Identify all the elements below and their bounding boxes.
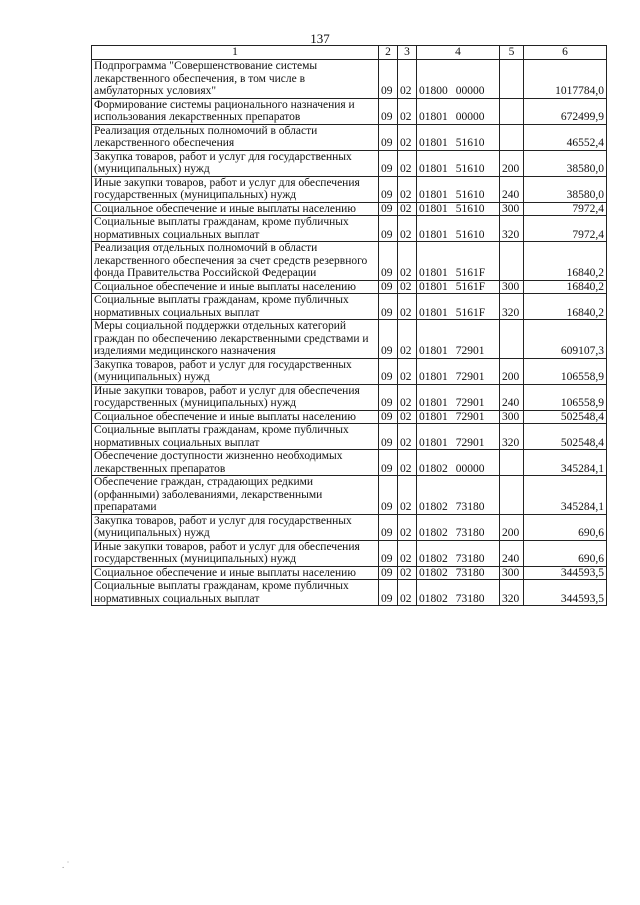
row-subsection: 02 [398, 60, 417, 99]
row-description: Социальные выплаты гражданам, кроме публичных нормативных социальных выплат [92, 580, 379, 606]
table-body [92, 60, 607, 606]
row-target-article [417, 580, 500, 606]
row-target-article [417, 216, 500, 242]
row-program-code: 01801 [419, 189, 448, 201]
row-subsection: 02 [398, 424, 417, 450]
row-subsection: 02 [398, 98, 417, 124]
row-section: 09 [379, 242, 398, 281]
row-amount: 690,6 [524, 540, 607, 566]
row-subsection: 02 [398, 202, 417, 216]
row-expense-type: 320 [500, 216, 524, 242]
row-direction-code: 72901 [455, 345, 485, 357]
row-amount: 38580,0 [524, 150, 607, 176]
table-row [92, 176, 607, 202]
row-program-code: 01801 [419, 228, 448, 241]
row-program-code: 01801 [419, 267, 448, 279]
row-amount: 7972,4 [524, 202, 607, 216]
row-description: Обеспечение доступности жизненно необходимых лекарственных препаратов [92, 450, 379, 476]
header-col-3: 3 [398, 46, 417, 60]
row-subsection: 02 [398, 150, 417, 176]
row-expense-type [500, 60, 524, 99]
row-section: 09 [379, 580, 398, 606]
row-target-article [417, 60, 500, 99]
row-target-article [417, 242, 500, 281]
header-col-1: 1 [92, 46, 379, 60]
row-amount: 345284,1 [524, 450, 607, 476]
row-program-code: 01802 [419, 527, 448, 539]
row-direction-code: 51610 [455, 202, 485, 215]
row-expense-type: 200 [500, 358, 524, 384]
row-program-code: 01801 [419, 137, 448, 149]
header-col-6: 6 [524, 46, 607, 60]
row-expense-type: 300 [500, 566, 524, 580]
row-section: 09 [379, 98, 398, 124]
row-subsection: 02 [398, 514, 417, 540]
row-subsection: 02 [398, 280, 417, 294]
row-amount: 1017784,0 [524, 60, 607, 99]
table-row [92, 358, 607, 384]
row-section: 09 [379, 476, 398, 515]
row-description: Социальные выплаты гражданам, кроме публичных нормативных социальных выплат [92, 216, 379, 242]
row-target-article [417, 358, 500, 384]
row-direction-code: 73180 [455, 566, 485, 579]
row-section: 09 [379, 294, 398, 320]
row-amount: 502548,4 [524, 424, 607, 450]
row-section: 09 [379, 124, 398, 150]
row-subsection: 02 [398, 384, 417, 410]
row-section: 09 [379, 450, 398, 476]
row-program-code: 01801 [419, 163, 448, 175]
row-amount: 16840,2 [524, 242, 607, 281]
row-program-code: 01802 [419, 592, 448, 605]
table-row [92, 320, 607, 359]
row-expense-type: 240 [500, 176, 524, 202]
table-row [92, 384, 607, 410]
row-section: 09 [379, 384, 398, 410]
table-row [92, 280, 607, 294]
row-direction-code: 72901 [455, 371, 485, 383]
row-target-article [417, 280, 500, 294]
row-description: Социальные выплаты гражданам, кроме публичных нормативных социальных выплат [92, 424, 379, 450]
row-section: 09 [379, 176, 398, 202]
row-section: 09 [379, 150, 398, 176]
row-target-article [417, 124, 500, 150]
row-section: 09 [379, 424, 398, 450]
row-description: Подпрограмма "Совершенствование системы лекарственного обеспечения, в том числе в амбулаторных условиях" [92, 60, 379, 99]
row-description: Формирование системы рационального назначения и использования лекарственных препаратов [92, 98, 379, 124]
row-program-code: 01801 [419, 306, 448, 319]
row-amount: 16840,2 [524, 280, 607, 294]
row-amount: 609107,3 [524, 320, 607, 359]
row-expense-type [500, 124, 524, 150]
row-expense-type: 200 [500, 150, 524, 176]
row-target-article [417, 410, 500, 424]
row-subsection: 02 [398, 410, 417, 424]
row-target-article [417, 566, 500, 580]
row-expense-type [500, 476, 524, 515]
row-description: Социальное обеспечение и иные выплаты населению [92, 410, 379, 424]
row-amount: 344593,5 [524, 580, 607, 606]
row-direction-code: 5161F [455, 306, 486, 319]
table-row [92, 540, 607, 566]
table-row [92, 124, 607, 150]
row-target-article [417, 150, 500, 176]
row-direction-code: 73180 [455, 501, 485, 513]
row-direction-code: 73180 [455, 527, 485, 539]
row-target-article [417, 384, 500, 410]
row-expense-type: 320 [500, 580, 524, 606]
row-description: Социальные выплаты гражданам, кроме публичных нормативных социальных выплат [92, 294, 379, 320]
row-description: Иные закупки товаров, работ и услуг для обеспечения государственных (муниципальных) нужд [92, 176, 379, 202]
row-program-code: 01802 [419, 553, 448, 565]
row-direction-code: 5161F [455, 267, 486, 279]
row-description: Реализация отдельных полномочий в области лекарственного обеспечения [92, 124, 379, 150]
table-row [92, 294, 607, 320]
row-program-code: 01802 [419, 566, 448, 579]
row-target-article [417, 424, 500, 450]
row-target-article [417, 514, 500, 540]
row-subsection: 02 [398, 450, 417, 476]
row-section: 09 [379, 514, 398, 540]
table-row [92, 580, 607, 606]
table-row [92, 60, 607, 99]
row-expense-type [500, 320, 524, 359]
row-description: Обеспечение граждан, страдающих редкими (орфанными) заболеваниями, лекарственными препаратами [92, 476, 379, 515]
row-target-article [417, 98, 500, 124]
row-section: 09 [379, 60, 398, 99]
table-row [92, 242, 607, 281]
row-direction-code: 5161F [455, 280, 486, 293]
row-direction-code: 51610 [455, 228, 485, 241]
row-description: Закупка товаров, работ и услуг для государственных (муниципальных) нужд [92, 150, 379, 176]
row-expense-type: 240 [500, 540, 524, 566]
row-subsection: 02 [398, 320, 417, 359]
row-direction-code: 73180 [455, 592, 485, 605]
row-amount: 7972,4 [524, 216, 607, 242]
page-number: 137 [310, 31, 330, 46]
table-row [92, 450, 607, 476]
table-row [92, 566, 607, 580]
table-row [92, 410, 607, 424]
row-program-code: 01800 [419, 85, 448, 97]
row-expense-type: 300 [500, 280, 524, 294]
row-program-code: 01801 [419, 345, 448, 357]
row-expense-type: 240 [500, 384, 524, 410]
row-target-article [417, 540, 500, 566]
row-target-article [417, 202, 500, 216]
row-program-code: 01801 [419, 410, 448, 423]
row-subsection: 02 [398, 476, 417, 515]
row-direction-code: 51610 [455, 137, 485, 149]
table-row [92, 98, 607, 124]
scan-artifact: . ˙ [62, 860, 70, 870]
row-section: 09 [379, 202, 398, 216]
row-target-article [417, 476, 500, 515]
row-program-code: 01801 [419, 436, 448, 449]
budget-table [91, 45, 607, 606]
table-row [92, 150, 607, 176]
row-target-article [417, 320, 500, 359]
row-section: 09 [379, 410, 398, 424]
row-description: Реализация отдельных полномочий в области лекарственного обеспечения за счет средств резервного фонда Правительства Российской Федерации [92, 242, 379, 281]
row-section: 09 [379, 216, 398, 242]
row-subsection: 02 [398, 358, 417, 384]
row-direction-code: 51610 [455, 189, 485, 201]
row-target-article [417, 294, 500, 320]
header-col-2: 2 [379, 46, 398, 60]
row-amount: 345284,1 [524, 476, 607, 515]
row-program-code: 01801 [419, 202, 448, 215]
row-amount: 344593,5 [524, 566, 607, 580]
row-amount: 690,6 [524, 514, 607, 540]
row-subsection: 02 [398, 176, 417, 202]
row-amount: 106558,9 [524, 358, 607, 384]
row-direction-code: 73180 [455, 553, 485, 565]
table-row [92, 424, 607, 450]
header-col-4: 4 [417, 46, 500, 60]
row-section: 09 [379, 320, 398, 359]
row-subsection: 02 [398, 294, 417, 320]
row-expense-type: 300 [500, 410, 524, 424]
table-row [92, 514, 607, 540]
row-program-code: 01801 [419, 111, 448, 123]
row-description: Меры социальной поддержки отдельных категорий граждан по обеспечению лекарственными средствами и изделиями медицинского назначения [92, 320, 379, 359]
row-target-article [417, 450, 500, 476]
row-description: Закупка товаров, работ и услуг для государственных (муниципальных) нужд [92, 358, 379, 384]
table-row [92, 216, 607, 242]
row-expense-type [500, 98, 524, 124]
row-program-code: 01801 [419, 397, 448, 409]
row-program-code: 01802 [419, 462, 448, 475]
row-description: Иные закупки товаров, работ и услуг для обеспечения государственных (муниципальных) нужд [92, 384, 379, 410]
row-description: Закупка товаров, работ и услуг для государственных (муниципальных) нужд [92, 514, 379, 540]
row-section: 09 [379, 280, 398, 294]
row-expense-type [500, 450, 524, 476]
row-section: 09 [379, 358, 398, 384]
row-expense-type: 200 [500, 514, 524, 540]
row-subsection: 02 [398, 580, 417, 606]
row-amount: 38580,0 [524, 176, 607, 202]
row-subsection: 02 [398, 124, 417, 150]
row-amount: 502548,4 [524, 410, 607, 424]
row-direction-code: 00000 [455, 462, 485, 475]
header-row [92, 46, 607, 60]
row-program-code: 01801 [419, 371, 448, 383]
row-description: Социальное обеспечение и иные выплаты населению [92, 202, 379, 216]
row-subsection: 02 [398, 242, 417, 281]
row-direction-code: 00000 [455, 111, 485, 123]
row-description: Иные закупки товаров, работ и услуг для обеспечения государственных (муниципальных) нужд [92, 540, 379, 566]
row-program-code: 01802 [419, 501, 448, 513]
row-direction-code: 00000 [455, 85, 485, 97]
row-target-article [417, 176, 500, 202]
row-amount: 106558,9 [524, 384, 607, 410]
row-subsection: 02 [398, 566, 417, 580]
row-subsection: 02 [398, 540, 417, 566]
row-direction-code: 72901 [455, 410, 485, 423]
row-section: 09 [379, 566, 398, 580]
header-col-5: 5 [500, 46, 524, 60]
row-amount: 16840,2 [524, 294, 607, 320]
row-description: Социальное обеспечение и иные выплаты населению [92, 566, 379, 580]
row-section: 09 [379, 540, 398, 566]
row-program-code: 01801 [419, 280, 448, 293]
table-row [92, 476, 607, 515]
row-direction-code: 51610 [455, 163, 485, 175]
row-amount: 672499,9 [524, 98, 607, 124]
table-row [92, 202, 607, 216]
row-expense-type: 320 [500, 424, 524, 450]
row-amount: 46552,4 [524, 124, 607, 150]
row-direction-code: 72901 [455, 397, 485, 409]
row-expense-type: 320 [500, 294, 524, 320]
row-expense-type [500, 242, 524, 281]
row-direction-code: 72901 [455, 436, 485, 449]
row-description: Социальное обеспечение и иные выплаты населению [92, 280, 379, 294]
row-subsection: 02 [398, 216, 417, 242]
row-expense-type: 300 [500, 202, 524, 216]
